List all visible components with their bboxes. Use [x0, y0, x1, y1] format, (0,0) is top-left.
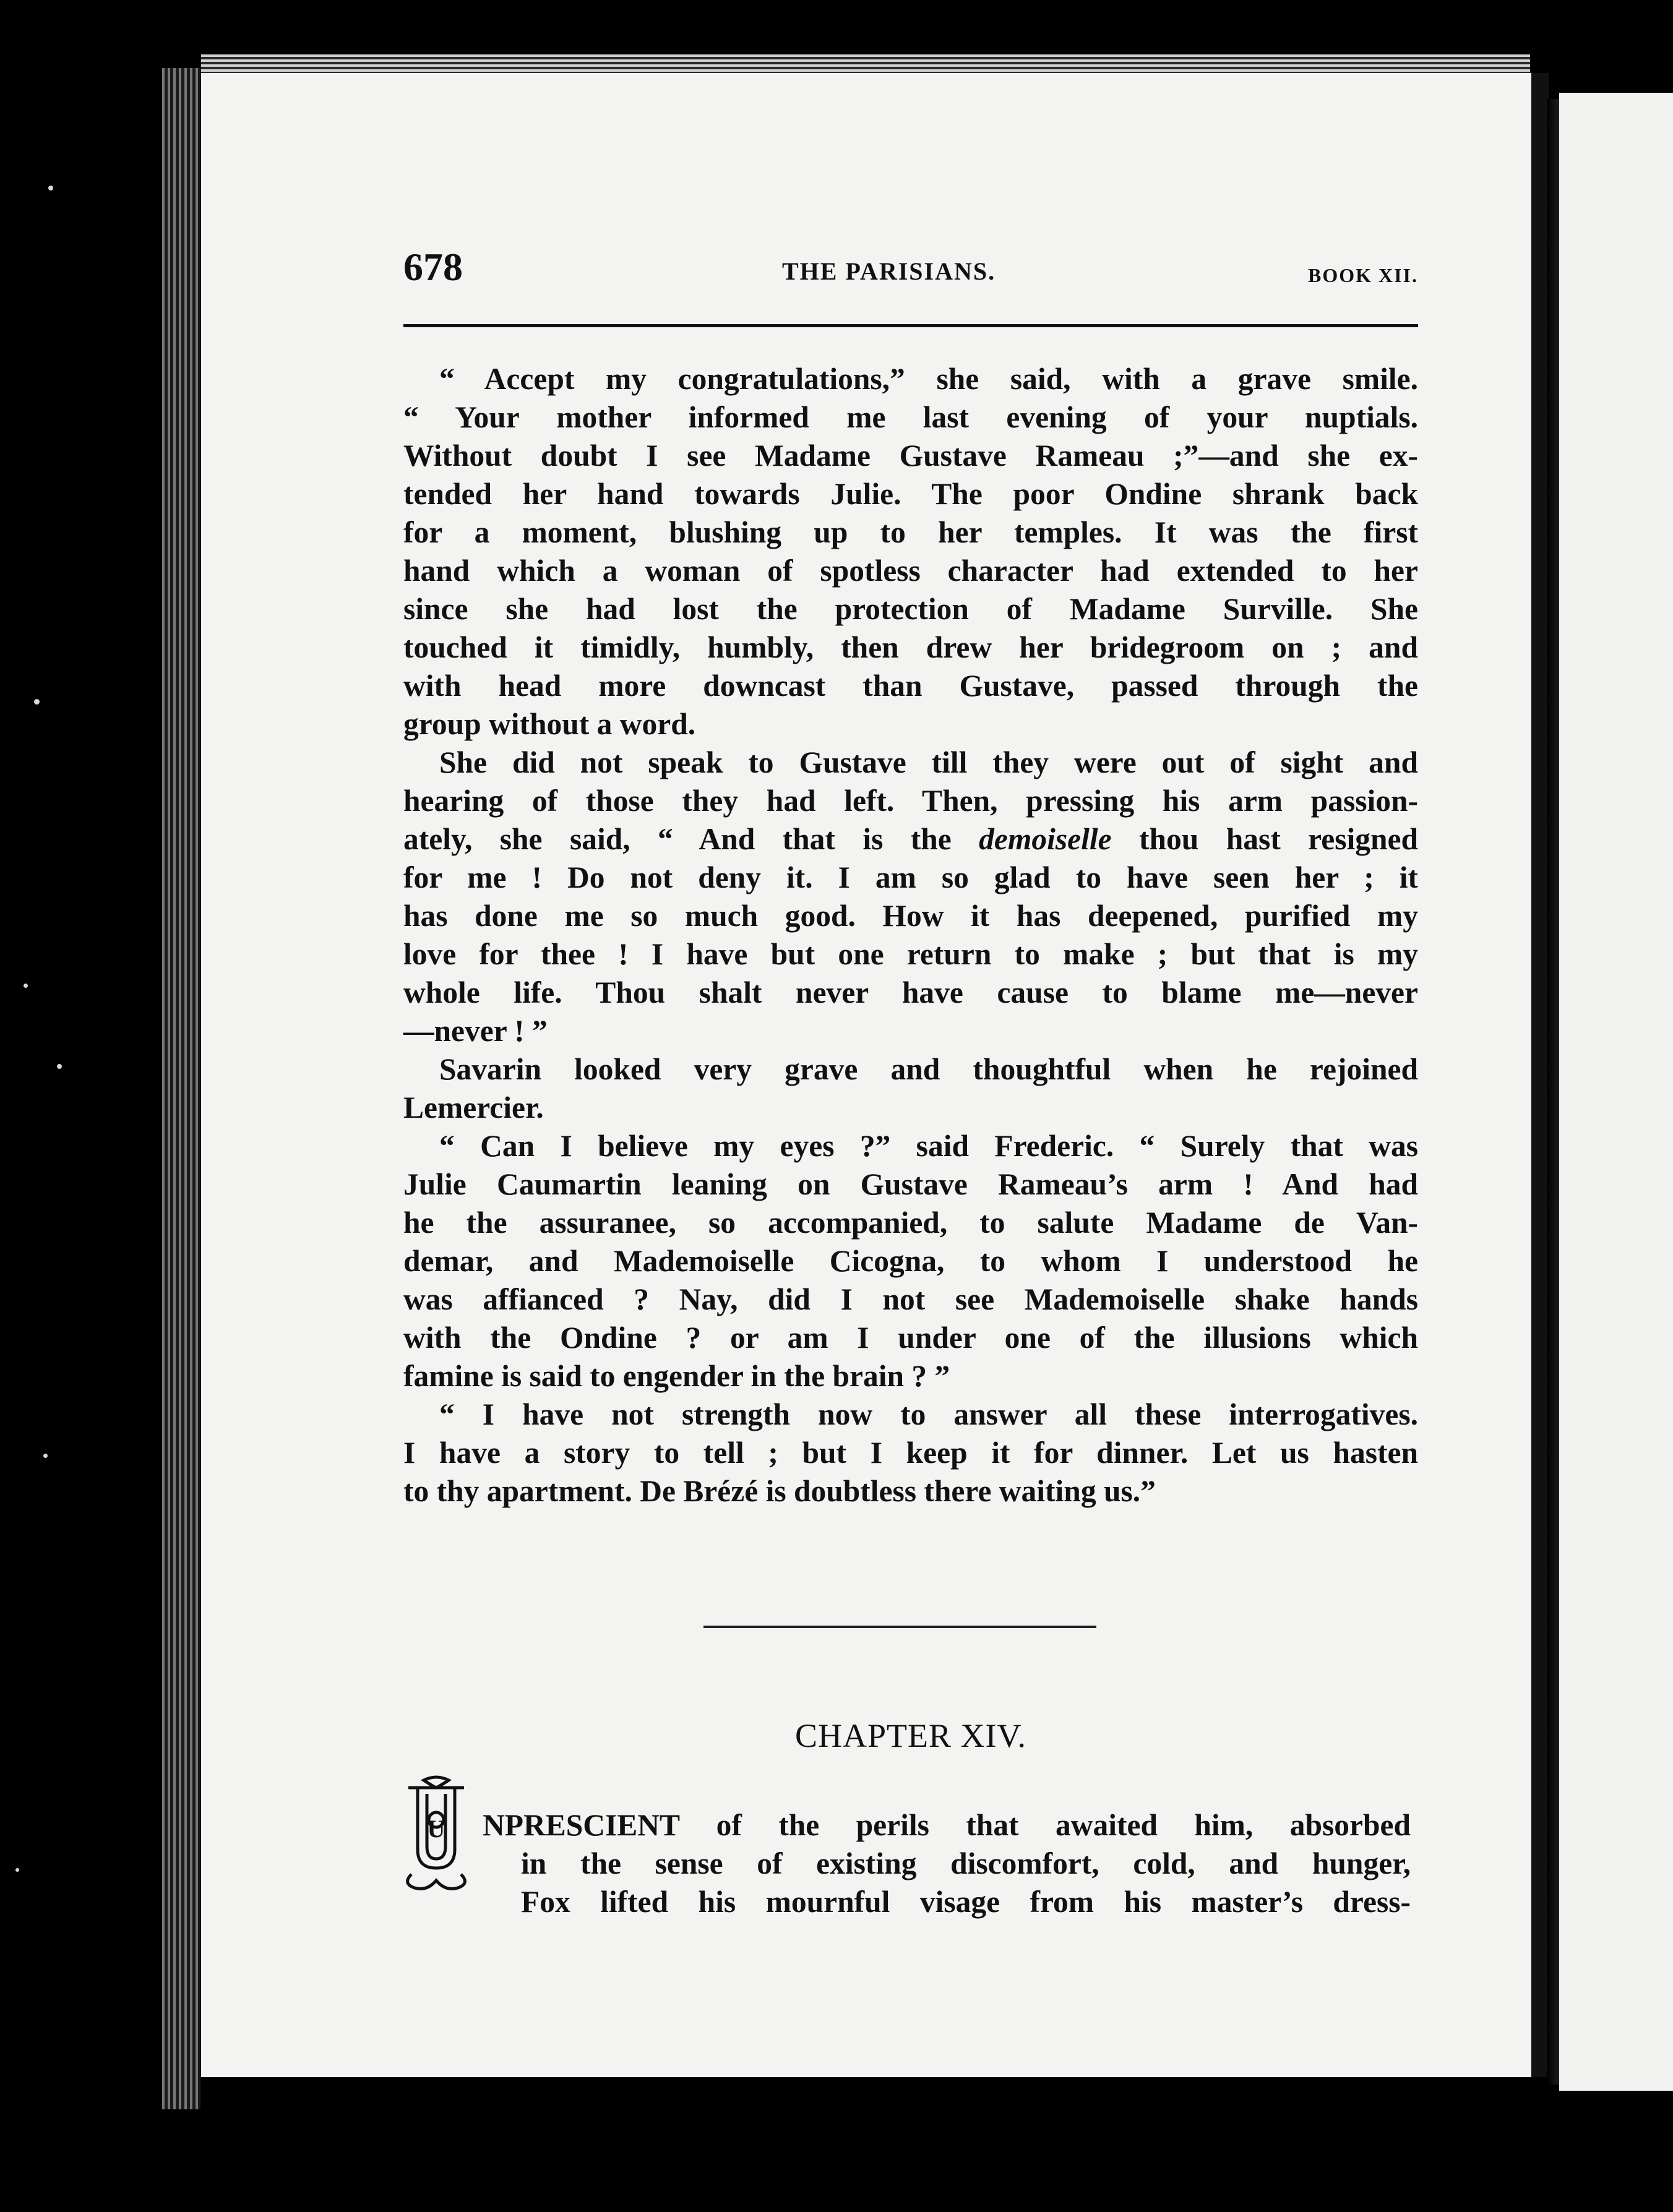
- text-line: touched it timidly, humbly, then drew her bridegroom on ; and: [403, 630, 1418, 664]
- text-line: with head more downcast than Gustave, passed through the: [403, 669, 1418, 703]
- text-line: to thy apartment. De Brézé is doubtless there waiting us.”: [403, 1474, 1156, 1508]
- text-line: Julie Caumartin leaning on Gustave Rameau’s arm ! And had: [403, 1167, 1418, 1201]
- text-line: hand which a woman of spotless character had extended to her: [403, 554, 1418, 588]
- text-line: for a moment, blushing up to her temples. It was the first: [403, 515, 1418, 549]
- text-line: “ Your mother informed me last evening of your nuptials.: [403, 400, 1418, 434]
- page-edge-left: [162, 68, 200, 2109]
- scan-speck: [15, 1868, 19, 1872]
- text-line: “ Can I believe my eyes ?” said Frederic. “ Surely that was: [439, 1129, 1418, 1163]
- text-line: “ I have not strength now to answer all these interrogatives.: [439, 1397, 1418, 1431]
- running-title: THE PARISIANS.: [782, 257, 996, 285]
- scan-speck: [34, 699, 40, 705]
- text-line: Lemercier.: [403, 1091, 544, 1125]
- text-line: “ Accept my congratulations,” she said, with a grave smile.: [439, 362, 1418, 396]
- text-segment: ately, she said, “ And that is the: [403, 822, 979, 856]
- drop-cap-letter: U: [427, 1815, 445, 1843]
- header-rule: [403, 324, 1418, 327]
- text-line: NPRESCIENT of the perils that awaited him, absorbed: [483, 1808, 1411, 1842]
- page-edge-top: [201, 54, 1530, 74]
- text-line: group without a word.: [403, 707, 696, 741]
- scan-speck: [43, 1454, 48, 1458]
- facing-page-edge: [1559, 93, 1673, 2091]
- text-line: love for thee ! I have but one return to make ; but that is my: [403, 937, 1418, 971]
- text-line: demar, and Mademoiselle Cicogna, to whom I understood he: [403, 1244, 1418, 1278]
- text-line: hearing of those they had left. Then, pressing his arm passion-: [403, 784, 1418, 818]
- book-label: BOOK XII.: [1307, 264, 1418, 286]
- text-line: I have a story to tell ; but I keep it for dinner. Let us hasten: [403, 1436, 1418, 1470]
- text-segment: thou hast resigned: [1111, 822, 1418, 856]
- section-divider: [703, 1626, 1096, 1628]
- text-line: he the assuranee, so accompanied, to salute Madame de Van-: [403, 1206, 1418, 1240]
- chapter-heading: CHAPTER XIV.: [794, 1717, 1027, 1754]
- running-head: [403, 244, 1418, 294]
- page-number: 678: [403, 245, 463, 289]
- text-line: for me ! Do not deny it. I am so glad to have seen her ; it: [403, 860, 1418, 894]
- text-line: tended her hand towards Julie. The poor Ondine shrank back: [403, 477, 1418, 511]
- scan-speck: [57, 1064, 62, 1069]
- text-line-with-italic: [403, 820, 1418, 859]
- text-line: has done me so much good. How it has deepened, purified my: [403, 899, 1418, 933]
- chapter-opening-text: [483, 1806, 1411, 1921]
- text-line: She did not speak to Gustave till they were out of sight and: [439, 745, 1418, 779]
- body-text: [403, 360, 1418, 1511]
- text-line: famine is said to engender in the brain ? ”: [403, 1359, 950, 1393]
- ornamental-drop-cap: [396, 1775, 476, 1893]
- page-gutter-shadow: [1531, 73, 1549, 2077]
- text-line: Without doubt I see Madame Gustave Rameau ;”—and she ex-: [403, 439, 1418, 473]
- text-line: with the Ondine ? or am I under one of the illusions which: [403, 1321, 1418, 1355]
- scan-speck: [24, 984, 28, 988]
- text-line: in the sense of existing discomfort, cold, and hunger,: [521, 1846, 1411, 1880]
- text-line: Fox lifted his mournful visage from his master’s dress-: [521, 1885, 1411, 1919]
- text-line: —never ! ”: [403, 1014, 548, 1048]
- text-line: Savarin looked very grave and thoughtful when he rejoined: [439, 1052, 1418, 1086]
- scan-speck: [48, 186, 53, 191]
- text-line: since she had lost the protection of Madame Surville. She: [403, 592, 1418, 626]
- text-line: was affianced ? Nay, did I not see Mademoiselle shake hands: [403, 1282, 1418, 1316]
- italic-word: demoiselle: [979, 822, 1112, 856]
- text-line: whole life. Thou shalt never have cause to blame me—never: [403, 975, 1418, 1010]
